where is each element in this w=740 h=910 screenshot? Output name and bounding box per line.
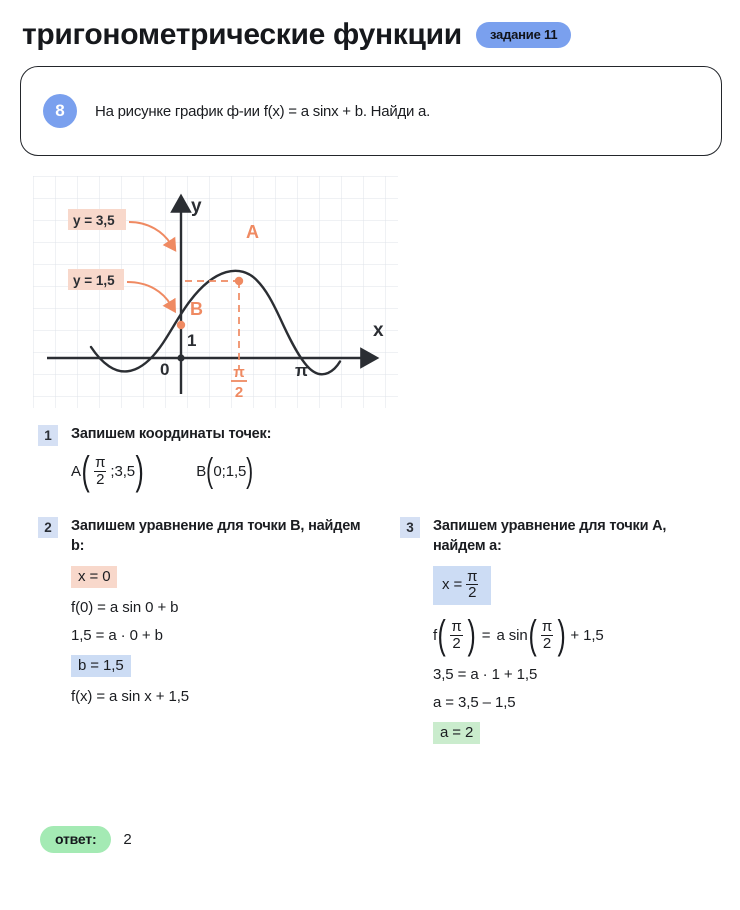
x-equals-halfpi [433, 566, 491, 606]
x-halfpi-numerator: π [467, 567, 478, 585]
close-paren-a: ) [135, 448, 144, 493]
step-3-line-5 [433, 722, 720, 744]
a-y-value: 3,5 [114, 462, 136, 480]
answer-label: ответ: [40, 826, 111, 853]
coordinates-line [71, 448, 368, 493]
halfpi-numerator: π [233, 364, 245, 381]
sin-arg-numerator: π [541, 618, 553, 636]
step-3-head [400, 516, 720, 557]
a-separator: ; [110, 462, 115, 480]
answer-value: 2 [123, 831, 132, 848]
open-paren-a: ( [81, 448, 90, 493]
step-2-line-1 [71, 566, 368, 588]
a-x-numerator: π [95, 454, 106, 471]
task-badge: задание 11 [476, 22, 571, 48]
steps-row [38, 516, 722, 744]
step-2-line-3: 1,5 = a · 0 + b [71, 626, 163, 644]
answer-row [40, 826, 132, 853]
point-b-label: B [190, 299, 203, 319]
point-b-marker [177, 321, 185, 329]
pi-label: π [295, 361, 309, 380]
x-equals-prefix: x = [442, 576, 463, 594]
step-1-body [71, 448, 368, 493]
equals-sign: = [481, 626, 491, 644]
step-1-number: 1 [38, 425, 58, 446]
origin-label: 0 [160, 360, 170, 379]
f-label: f [433, 626, 438, 644]
a-x-denominator: 2 [96, 470, 105, 488]
origin-marker [177, 354, 184, 361]
f-arg-denominator: 2 [452, 634, 461, 652]
x-halfpi-fraction [465, 569, 479, 602]
question-card [20, 66, 722, 156]
question-number-badge: 8 [43, 94, 77, 128]
question-text: На рисунке график ф-ии f(x) = a sinx + b. Найди a. [95, 102, 431, 120]
step-2-head [38, 516, 368, 557]
open-paren-sin: ( [528, 612, 537, 657]
close-paren-sin: ) [557, 612, 566, 657]
step-1-title: Запишем координаты точек: [71, 426, 272, 442]
step-2-line-4 [71, 655, 368, 677]
point-a-label: A [246, 222, 259, 242]
step-3-line-1 [433, 566, 720, 606]
a-sin-label: a sin [496, 626, 528, 644]
solution-steps [0, 424, 740, 744]
plus-constant: + 1,5 [570, 626, 604, 644]
sin-arg-fraction [540, 619, 554, 652]
step-2-line-2: f(0) = a sin 0 + b [71, 598, 179, 616]
close-paren-b: ) [246, 451, 254, 490]
y-axis-label: y [191, 196, 202, 217]
step-1-head [38, 424, 368, 446]
x-equals-zero: x = 0 [71, 566, 117, 588]
point-a-name: A [71, 462, 81, 480]
callout-a-label: y = 3,5 [73, 213, 115, 228]
halfpi-denominator: 2 [234, 384, 244, 401]
function-graph [33, 176, 398, 408]
x-axis-label: x [373, 320, 384, 341]
sin-arg-denominator: 2 [542, 634, 552, 652]
step-3-line-2 [433, 612, 720, 657]
close-paren-f: ) [467, 612, 476, 657]
step-2 [38, 516, 368, 744]
unit-label: 1 [187, 331, 197, 350]
point-a-marker [235, 277, 243, 285]
step-3-body [433, 566, 720, 744]
step-3-line-4: a = 3,5 – 1,5 [433, 693, 516, 711]
step-3-number: 3 [400, 517, 420, 538]
f-arg-fraction [449, 619, 463, 652]
step-2-body [71, 566, 368, 705]
a-x-fraction [93, 455, 107, 488]
step-2-number: 2 [38, 517, 58, 538]
f-arg-numerator: π [451, 618, 462, 636]
step-2-line-5: f(x) = a sin x + 1,5 [71, 687, 190, 705]
step-3 [400, 516, 720, 744]
open-paren-b: ( [206, 451, 214, 490]
b-separator: ; [221, 462, 226, 480]
callout-b-label: y = 1,5 [73, 273, 115, 288]
step-2-title: Запишем уравнение для точки B, найдем b: [71, 517, 361, 555]
x-halfpi-denominator: 2 [468, 584, 477, 602]
point-b-name: B [196, 462, 207, 480]
step-3-title: Запишем уравнение для точки A, найдем a: [433, 517, 667, 555]
page-title: тригонометрические функции [22, 18, 462, 51]
b-equals-result: b = 1,5 [71, 655, 131, 677]
step-1 [38, 424, 368, 493]
b-y-value: 1,5 [225, 462, 247, 480]
b-x-value: 0 [213, 462, 222, 480]
step-3-line-3: 3,5 = a · 1 + 1,5 [433, 665, 538, 683]
open-paren-f: ( [437, 612, 446, 657]
page-header [0, 0, 740, 52]
a-equals-result: a = 2 [433, 722, 480, 744]
